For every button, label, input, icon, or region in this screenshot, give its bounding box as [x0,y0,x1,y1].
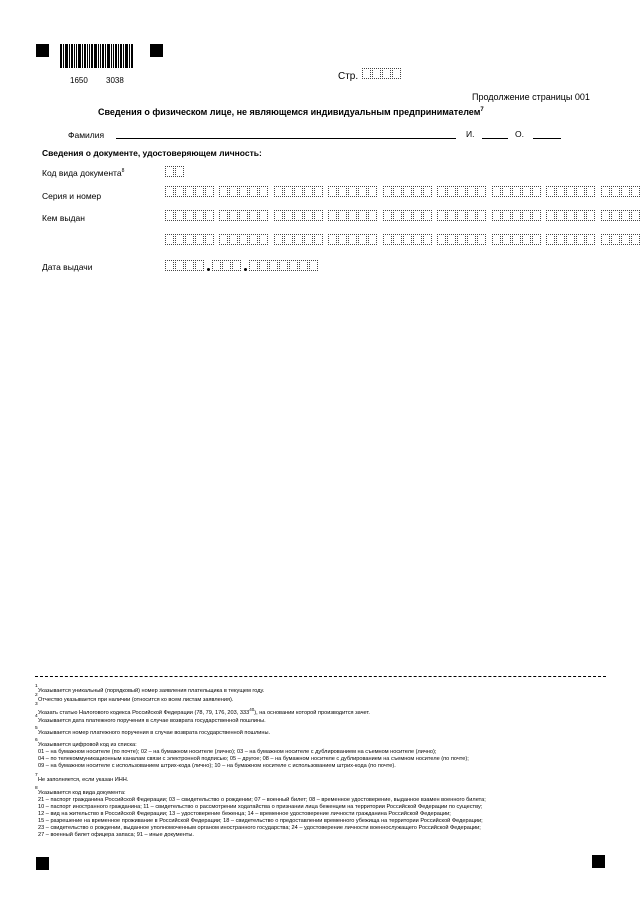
fn-num-3: 3 [35,702,38,707]
footnote-7: Не заполняется, если указан ИНН. [38,777,129,783]
doc-code-cells[interactable] [165,166,185,177]
footnote-3-pre: Указать статью Налогового кодекса Российской Федерации (78, 79, 176, 203, 333 [38,709,250,716]
footnote-8-line2: 10 – паспорт иностранного гражданина; 11 – свидетельство о рассмотрении ходатайства о признании лица беженцем на территории Российской Федерации по существу; [38,804,483,810]
issue-date-label: Дата выдачи [42,262,93,272]
page-label: Стр. [338,71,359,82]
corner-marker-bottom-left [36,857,49,870]
fn-num-8: 8 [35,786,38,791]
footnote-6-line1: 01 – на бумажном носителе (по почте); 02 – на бумажном носителе (лично); 03 – на бумажном носителе с дублированием на съемном носителе (лично); [38,749,437,755]
issued-by-label: Кем выдан [42,213,85,223]
footnote-3-post: ), на основании которой производится зачет. [254,709,370,716]
fn-num-1: 1 [35,684,38,689]
footnote-8-line3: 12 – вид на жительство в Российской Федерации; 13 – удостоверение беженца; 14 – временное удостоверение личности гражданина Российской Федерации; [38,811,451,817]
footnote-6-head: Указывается цифровой код из списка: [38,742,137,748]
fn-num-4: 4 [35,714,38,719]
fn-num-6: 6 [35,738,38,743]
footnote-8-head: Указывается код вида документа: [38,790,126,796]
fn-num-5: 5 [35,726,38,731]
surname-label: Фамилия [68,130,105,140]
footnote-separator [35,676,606,677]
footnote-4: Указывается дата платежного поручения в случае возврата государственной пошлины. [38,718,266,724]
footnote-6-line2: 04 – по телекоммуникационным каналам связи с электронной подписью; 05 – другое; 08 – на бумажном носителе с дублированием на съемном носителе (по почте); [38,756,469,762]
footnote-8-line6: 27 – военный билет офицера запаса; 91 – иные документы. [38,832,194,838]
corner-marker-top-left [36,44,49,57]
barcode [60,44,138,78]
issue-date-cells[interactable] [165,260,319,271]
continuation-label: Продолжение страницы 001 [472,92,590,102]
footnote-1: Указывается уникальный (порядковый) номер заявления плательщика в текущем году. [38,688,265,694]
section-title [98,107,484,117]
fn-num-7: 7 [35,773,38,778]
document-heading: Сведения о документе, удостоверяющем личность: [42,148,262,158]
footnote-8-line4: 15 – разрешение на временное проживание в Российской Федерации; 18 – свидетельство о предоставлении временного убежища на территории Российской Федерации; [38,818,483,824]
footnote-5: Указывается номер платежного поручения в случае возврата государственной пошлины. [38,730,271,736]
barcode-bars [60,44,138,68]
series-number-cells[interactable] [165,186,640,197]
page-number-cells[interactable] [362,68,402,79]
initial-o-label: О. [515,129,524,139]
footnote-3 [38,707,613,716]
barcode-digits-right: 3038 [106,76,124,85]
issued-by-cells-row2[interactable] [165,234,640,245]
corner-marker-bottom-right [592,855,605,868]
doc-code-text: Код вида документа [42,168,122,178]
footnote-2: Отчество указывается при наличии (относится ко всем листам заявления). [38,697,234,703]
barcode-digits-left: 1650 [70,76,88,85]
surname-field[interactable] [116,138,456,139]
doc-code-ref: 8 [121,168,125,175]
doc-code-label [42,168,124,178]
fn-num-2: 2 [35,693,38,698]
footnote-3-ref: 40 [249,707,255,712]
series-number-label: Серия и номер [42,191,102,201]
footnote-8-line1: 21 – паспорт гражданина Российской Федерации; 03 – свидетельство о рождении; 07 – военный билет; 08 – временное удостоверение, выданное взамен военного билета; [38,797,486,803]
footnote-6-line3: 09 – на бумажном носителе с использованием штрих-кода (лично); 10 – на бумажном носителе с использованием штрих-кода (по почте). [38,763,396,769]
initial-o-field[interactable] [533,138,561,139]
initial-i-field[interactable] [482,138,508,139]
footnote-8-line5: 23 – свидетельство о рождении, выданное уполномоченным органом иностранного государства; 24 – удостоверение личности военнослужащего Российской Федерации; [38,825,481,831]
initial-i-label: И. [466,129,475,139]
corner-marker-top-right [150,44,163,57]
section-title-ref: 7 [480,107,484,113]
issued-by-cells-row1[interactable] [165,210,640,221]
section-title-text: Сведения о физическом лице, не являющемся индивидуальным предпринимателем [98,107,481,117]
